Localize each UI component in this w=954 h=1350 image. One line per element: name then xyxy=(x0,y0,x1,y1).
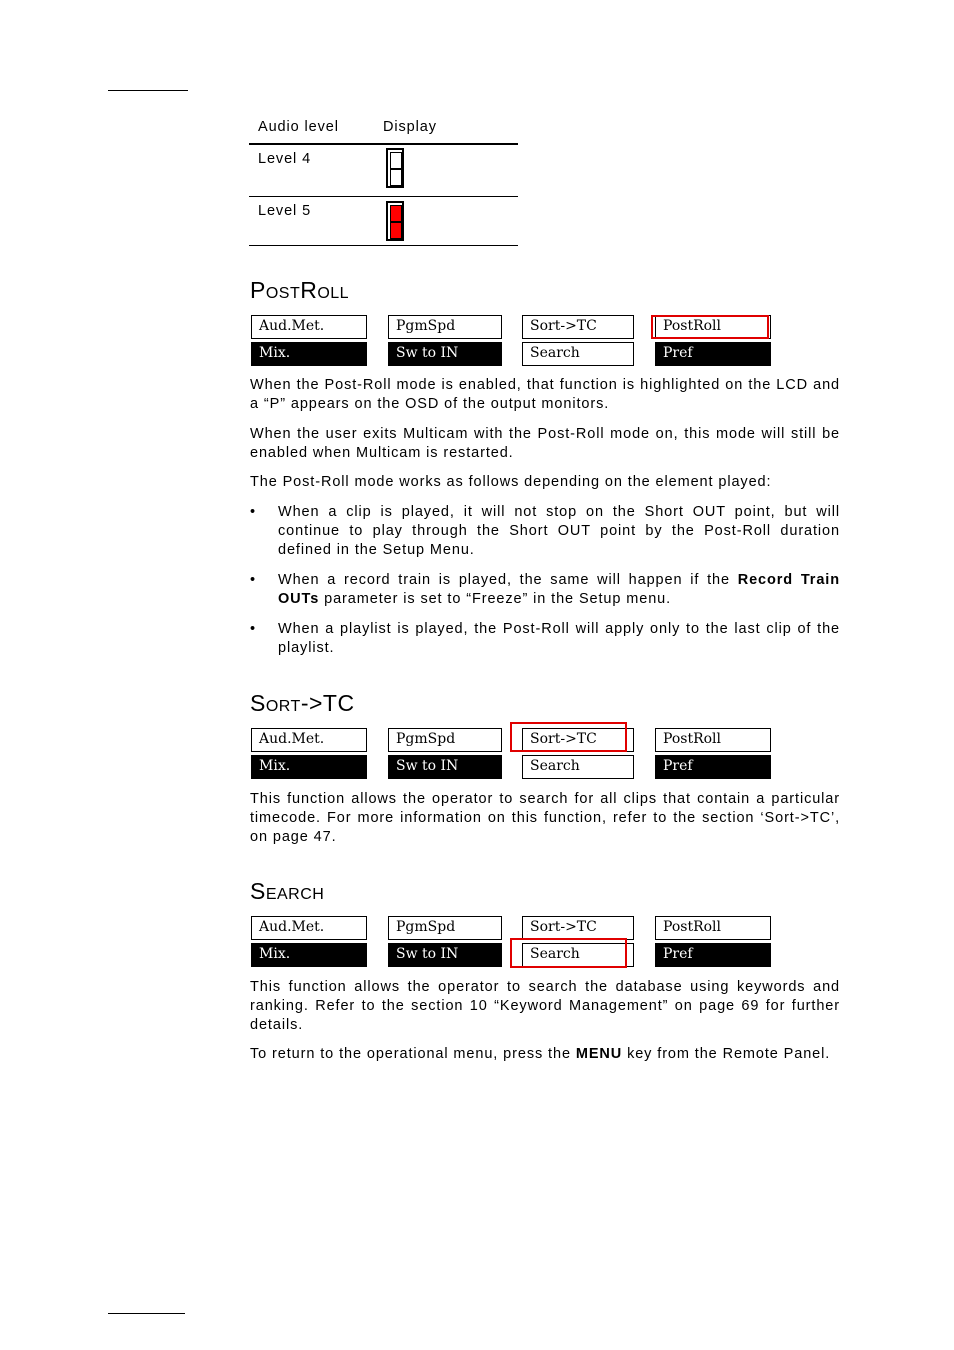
aud-met-button[interactable]: Aud.Met. xyxy=(251,315,367,339)
postroll-paragraph-2: When the user exits Multicam with the Post-Roll mode on, this mode will still be enabled when Multicam is restarted. xyxy=(250,426,840,461)
pref-button[interactable]: Pref xyxy=(655,342,771,366)
bullet-icon: • xyxy=(250,572,256,588)
pref-button[interactable]: Pref xyxy=(655,943,771,967)
sw-to-in-button[interactable]: Sw to IN xyxy=(388,943,502,967)
list-item: • When a clip is played, it will not stop on the Short OUT point, but will continue to play through the Short OUT point by the Post-Roll duration defined in the Setup Menu. xyxy=(250,504,840,558)
sort-tc-button[interactable]: Sort->TC xyxy=(522,728,634,752)
postroll-button[interactable]: PostRoll xyxy=(655,728,771,752)
search-paragraph-1: This function allows the operator to search the database using keywords and ranking. Refer to the section 10 “Keyword Management” on page 69 for further details. xyxy=(250,979,840,1033)
sort-tc-button[interactable]: Sort->TC xyxy=(522,315,634,339)
header-audio-level: Audio level xyxy=(258,119,339,135)
sort-tc-heading: Sort->TC xyxy=(250,690,355,716)
pref-button[interactable]: Pref xyxy=(655,755,771,779)
bottom-rule xyxy=(108,1313,185,1314)
mix-button[interactable]: Mix. xyxy=(251,943,367,967)
bullet-icon: • xyxy=(250,621,256,637)
search-heading: Search xyxy=(250,878,325,904)
meter-level-5-icon xyxy=(386,201,404,241)
lcd-panel-sort-tc xyxy=(251,728,771,780)
bullet-icon: • xyxy=(250,504,256,520)
list-item: • When a record train is played, the same will happen if the Record Train OUTs parameter is set to “Freeze” in the Setup menu. xyxy=(250,572,840,607)
pgmspd-button[interactable]: PgmSpd xyxy=(388,916,502,940)
row-label-level-5: Level 5 xyxy=(258,203,312,219)
sw-to-in-button[interactable]: Sw to IN xyxy=(388,755,502,779)
postroll-paragraph-1: When the Post-Roll mode is enabled, that function is highlighted on the LCD and a “P” appears on the OSD of the output monitors. xyxy=(250,377,840,412)
postroll-paragraph-3: The Post-Roll mode works as follows depending on the element played: xyxy=(250,474,772,490)
sw-to-in-button[interactable]: Sw to IN xyxy=(388,342,502,366)
postroll-button[interactable]: PostRoll xyxy=(655,916,771,940)
aud-met-button[interactable]: Aud.Met. xyxy=(251,916,367,940)
search-button[interactable]: Search xyxy=(522,943,634,967)
meter-level-4-icon xyxy=(386,148,404,188)
postroll-bullet-list xyxy=(250,503,840,658)
search-paragraph-2: To return to the operational menu, press the MENU key from the Remote Panel. xyxy=(250,1046,831,1062)
sort-tc-button[interactable]: Sort->TC xyxy=(522,916,634,940)
top-rule xyxy=(108,90,188,91)
header-display: Display xyxy=(383,119,437,135)
mix-button[interactable]: Mix. xyxy=(251,342,367,366)
pgmspd-button[interactable]: PgmSpd xyxy=(388,728,502,752)
postroll-button[interactable]: PostRoll xyxy=(655,315,771,339)
aud-met-button[interactable]: Aud.Met. xyxy=(251,728,367,752)
table-row-rule xyxy=(249,196,518,197)
sort-tc-paragraph: This function allows the operator to search for all clips that contain a particular timecode. For more information on this function, refer to the section ‘Sort->TC’, on page 47. xyxy=(250,791,840,845)
search-button[interactable]: Search xyxy=(522,755,634,779)
list-item: • When a playlist is played, the Post-Roll will apply only to the last clip of the playlist. xyxy=(250,621,840,656)
lcd-panel-postroll xyxy=(251,315,771,367)
pgmspd-button[interactable]: PgmSpd xyxy=(388,315,502,339)
search-button[interactable]: Search xyxy=(522,342,634,366)
lcd-panel-search xyxy=(251,916,771,968)
postroll-heading: PostRoll xyxy=(250,277,350,303)
mix-button[interactable]: Mix. xyxy=(251,755,367,779)
table-bottom-rule xyxy=(249,245,518,246)
menu-key-label: MENU xyxy=(575,1046,623,1062)
row-label-level-4: Level 4 xyxy=(258,151,312,167)
table-header-rule xyxy=(249,143,518,145)
